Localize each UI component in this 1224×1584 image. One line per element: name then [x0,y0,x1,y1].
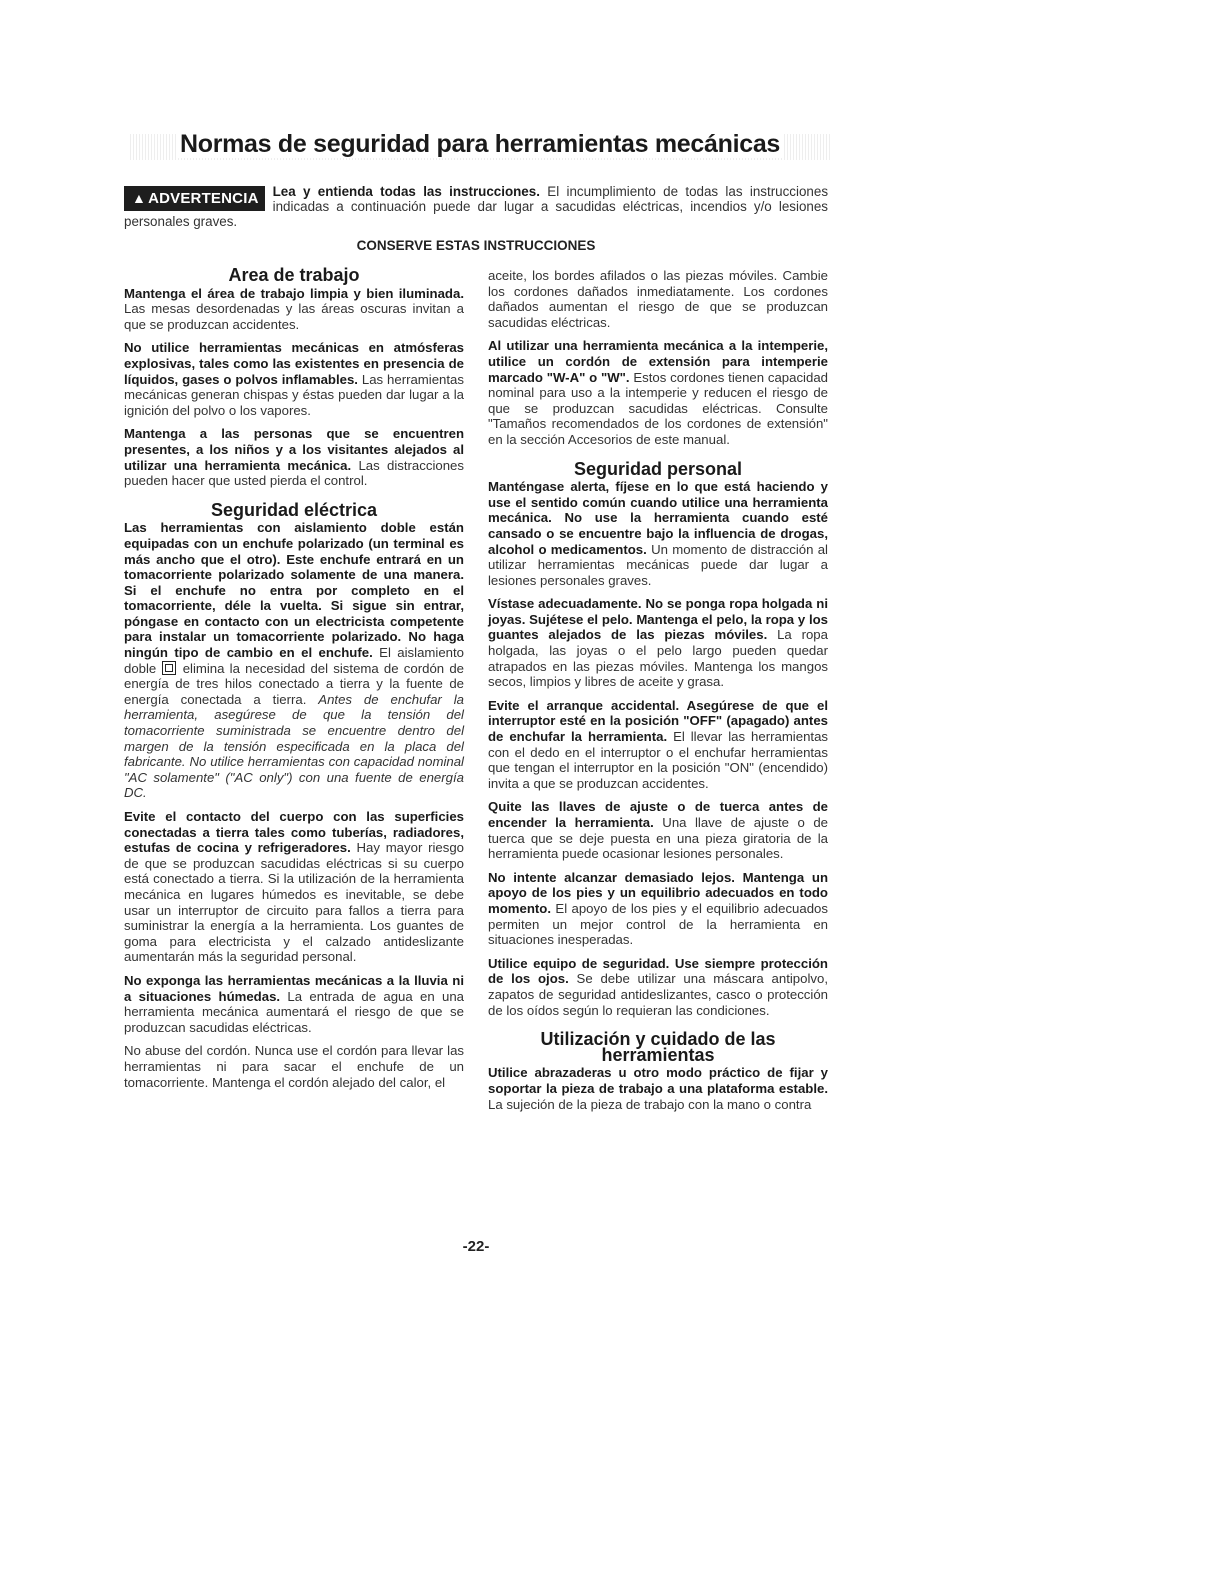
paragraph-text: Se debe utilizar una máscara antipolvo, zapatos de seguridad antideslizantes, casco o protección de los oídos según lo requieran las condiciones. [488,971,828,1018]
paragraph-bold: Vístase adecuadamente. No se ponga ropa holgada ni joyas. Sujétese el pelo. Mantenga el pelo, la ropa y los guantes alejados de las piezas móviles. [488,596,828,643]
paragraph-bold: No exponga las herramientas mecánicas a la lluvia ni a situaciones húmedas. [124,972,464,1004]
paragraph-bold: Manténgase alerta, fíjese en lo que está haciendo y use el sentido común cuando utilice una herramienta mecánica. No use la herramienta cuando esté cansado o se encuentre bajo la influencia de drogas, alcohol o medicamentos. [488,479,828,557]
paragraph [124,1043,464,1090]
heading-seguridad-personal: Seguridad personal [573,458,743,479]
warning-bold: Lea y entienda todas las instrucciones. [272,184,540,199]
paragraph-text: Estos cordones tienen capacidad nominal para uso a la intemperie y reducen el riesgo de que se produzcan sacudidas eléctricas. Consulte "Tamaños recomendados de los cordones de extensión" en la sección Accesorios de este manual. [488,369,828,447]
title-banner [130,130,830,170]
paragraph-bold: Al utilizar una herramienta mecánica a la intemperie, utilice un cordón de extensión para intemperie marcado "W-A" o "W". [488,338,828,385]
page-title-text: Normas de seguridad para herramientas mecánicas [176,130,784,158]
paragraph-text: Hay mayor riesgo de que se produzcan sacudidas eléctricas si su cuerpo está conectado a tierra. Si la utilización de la herramienta mecánica en lugares húmedos es inevitable, se debe usar un interruptor de circuito para fallos a tierra para suministrar la energía a la herramienta. Los guantes de goma para electricista y el calzado antideslizante aumentarán más la seguridad personal. [124,840,464,965]
paragraph-text: La entrada de agua en una herramienta mecánica aumentará el riesgo de que se produzcan sacudidas eléctricas. [124,988,465,1035]
paragraph-text: El llevar las herramientas con el dedo en el interruptor o el enchufar herramientas que tengan el interruptor en la posición "ON" (encendido) invita a que se produzcan accidentes. [488,729,828,791]
paragraph [488,870,828,948]
warning-badge-label: ADVERTENCIA [148,190,259,207]
paragraph [488,1065,828,1112]
paragraph-text: La ropa holgada, las joyas o el pelo largo pueden quedar atrapados en las piezas móviles. Mantenga los mangos secos, limpios y libres de aceite y grasa. [488,627,828,690]
warning-body: El incumplimiento de todas las instrucciones indicadas a continuación puede dar lugar a sacudidas eléctricas, incendios y/o lesiones personales graves. [124,184,829,229]
paragraph [488,799,828,861]
paragraph [124,520,464,801]
paragraph-text: Las herramientas mecánicas generan chispas y éstas pueden dar lugar a la ignición del polvo o los vapores. [124,371,464,418]
heading-seguridad-electrica: Seguridad eléctrica [210,499,378,520]
paragraph-text: Una llave de ajuste o de tuerca que se deje puesta en una pieza giratoria de la herramienta puede ocasionar lesiones personales. [488,815,828,862]
paragraph-bold: Quite las llaves de ajuste o de tuerca antes de encender la herramienta. [488,799,828,830]
paragraph [488,956,828,1018]
conserve-heading: CONSERVE ESTAS INSTRUCCIONES [356,238,596,253]
paragraph-bold: Evite el contacto del cuerpo con las superficies conectadas a tierra tales como tuberías, radiadores, estufas de cocina y refrigeradores. [124,809,464,856]
paragraph-text: Un momento de distracción al utilizar herramientas mecánicas puede dar lugar a lesiones personales graves. [488,541,828,588]
page-number: -22- [462,1238,490,1255]
paragraph-text: Las distracciones pueden hacer que usted pierda el control. [124,457,464,489]
paragraph-bold: Utilice equipo de seguridad. Use siempre protección de los ojos. [488,955,828,987]
paragraph-bold: No intente alcanzar demasiado lejos. Mantenga un apoyo de los pies y un equilibrio adecuados en todo momento. [488,869,828,916]
heading-area-de-trabajo: Area de trabajo [228,265,360,285]
paragraph [488,479,828,588]
paragraph-bold: Las herramientas con aislamiento doble están equipadas con un enchufe polarizado (un terminal es más ancho que el otro). Este enchufe entrará en un tomacorriente polarizado solamente de una manera. Si el enchufe no entra por completo en el tomacorriente, déle la vuelta. Si sigue sin entrar, póngase en contacto con un electricista competente para instalar un tomacorriente polarizado. No haga ningún tipo de cambio en el enchufe. [124,520,464,661]
paragraph-text: El apoyo de los pies y el equilibrio adecuados permiten un mejor control de la herramienta en situaciones inesperadas. [488,900,828,948]
paragraph-text: La sujeción de la pieza de trabajo con la mano o contra [488,1096,812,1112]
paragraph-bold: No utilice herramientas mecánicas en atmósferas explosivas, tales como las existentes en presencia de líquidos, gases o polvos inflamables. [124,340,464,387]
paragraph [488,268,828,330]
paragraph [488,596,828,690]
page-title [130,130,830,159]
paragraph-text: No abuse del cordón. Nunca use el cordón para llevar las herramientas ni para sacar el enchufe de un tomacorriente. Mantenga el cordón alejado del calor, el [124,1043,464,1090]
paragraph-text: Las mesas desordenadas y las áreas oscuras invitan a que se produzcan accidentes. [124,301,464,332]
heading-utilizacion-cuidado: Utilización y cuidado de las herramientas [540,1029,776,1065]
right-column [488,268,828,1120]
paragraph-text: elimina la necesidad del sistema de cordón de energía de tres hilos conectado a tierra y la fuente de energía conectada a tierra. [124,660,465,707]
paragraph [124,286,464,333]
paragraph [124,809,464,965]
warning-block [124,184,828,229]
paragraph [124,973,464,1035]
paragraph-italic: Antes de enchufar la herramienta, asegúrese de que la tensión del tomacorriente suministrada se encuentre dentro del margen de la tensión especificada en la placa del fabricante. No utilice herramientas con capacidad nominal "AC solamente" ("AC only") con una fuente de energía DC. [124,691,464,801]
double-insulation-icon [162,661,176,675]
paragraph-bold: Mantenga el área de trabajo limpia y bien iluminada. [124,285,464,301]
paragraph [124,340,464,418]
warning-triangle-icon: ▲ [132,190,147,206]
paragraph-bold: Utilice abrazaderas u otro modo práctico de fijar y soportar la pieza de trabajo a una plataforma estable. [488,1065,828,1096]
warning-badge [124,186,265,211]
paragraph [124,426,464,488]
paragraph [488,698,828,792]
paragraph-text: aceite, los bordes afilados o las piezas móviles. Cambie los cordones dañados inmediatamente. Los cordones dañados aumentan el riesgo de que se produzcan sacudidas eléctricas. [488,268,828,330]
paragraph-bold: Mantenga a las personas que se encuentren presentes, a los niños y a los visitantes alejados al utilizar una herramienta mecánica. [124,426,464,473]
paragraph-text: El aislamiento doble [124,645,464,676]
left-column [124,265,465,1098]
paragraph-bold: Evite el arranque accidental. Asegúrese de que el interruptor esté en la posición "OFF" (apagado) antes de enchufar la herramienta. [488,697,828,745]
paragraph [488,338,828,447]
